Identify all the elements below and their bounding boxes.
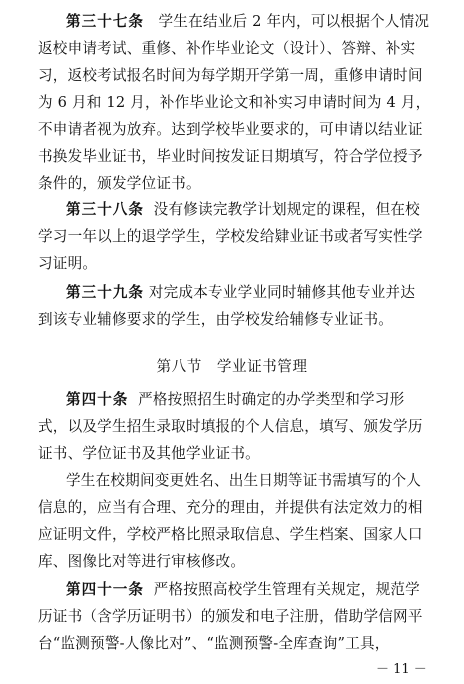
article-38-line-1 (66, 200, 420, 220)
article-39-line-2: 到该专业辅修要求的学生，由学校发给辅修专业证书。 (38, 311, 394, 328)
article-38-line-3: 习证明。 (38, 255, 98, 272)
article-39-line-1 (66, 283, 415, 303)
article-40-line-2: 式，以及学生招生录取时填报的个人信息，填写、颁发学历 (38, 418, 423, 435)
article-41-text: 严格按照高校学生管理有关规定，规范学 (153, 581, 420, 598)
article-38-line-2: 学习一年以上的退学学生，学校发给肄业证书或者写实性学 (38, 228, 423, 245)
article-38-text: 没有修读完教学计划规定的课程，但在校 (153, 201, 420, 218)
article-41-line-3: 台“监测预警-人像比对”、“监测预警-全库查询”工具， (38, 635, 390, 652)
article-39-text: 对完成本专业学业同时辅修其他专业并达 (148, 284, 416, 301)
article-37-line-7: 条件的，颁发学位证书。 (38, 175, 201, 192)
article-40-para2-line-2: 信息的，应当有合理、充分的理由，并提供有法定效力的相 (38, 499, 423, 516)
article-37-line-3: 习，返校考试报名时间为每学期开学第一周，重修申请时间 (38, 67, 423, 84)
article-41-line-1 (66, 580, 420, 600)
article-40-text: 严格按照招生时确定的办学类型和学习形 (138, 391, 405, 408)
article-40-title: 第四十条 (66, 391, 129, 408)
article-37-text: 学生在结业后 2 年内，可以根据个人情况 (158, 13, 430, 30)
article-37-line-5: 不申请者视为放弃。达到学校毕业要求的，可申请以结业证 (38, 121, 423, 138)
section-heading: 第八节 学业证书管理 (156, 358, 308, 375)
article-37-line-6: 书换发毕业证书，毕业时间按发证日期填写，符合学位授予 (38, 148, 423, 165)
article-40-para2-line-4: 库、图像比对等进行审核修改。 (38, 553, 246, 570)
article-38-title: 第三十八条 (66, 201, 144, 218)
article-40-para2-line-1: 学生在校期间变更姓名、出生日期等证书需填写的个人 (66, 472, 422, 489)
page-number: － 11 － (376, 662, 427, 677)
article-40-para2-line-3: 应证明文件，学校严格比照录取信息、学生档案、国家人口 (38, 526, 423, 543)
article-41-title: 第四十一条 (66, 581, 144, 598)
article-40-line-3: 证书、学位证书及其他学业证书。 (38, 445, 260, 462)
article-39-title: 第三十九条 (66, 284, 144, 301)
article-37-line-4: 为 6 月和 12 月，补作毕业论文和补实习申请时间为 4 月， (38, 94, 431, 111)
article-40-line-1 (66, 390, 404, 410)
article-37-title: 第三十七条 (66, 13, 144, 30)
article-37-line-2: 返校申请考试、重修、补作毕业论文（设计）、答辩、补实 (38, 40, 416, 57)
article-41-line-2: 历证书（含学历证明书）的颁发和电子注册，借助学信网平 (38, 608, 423, 625)
article-37-line-1 (66, 12, 429, 32)
